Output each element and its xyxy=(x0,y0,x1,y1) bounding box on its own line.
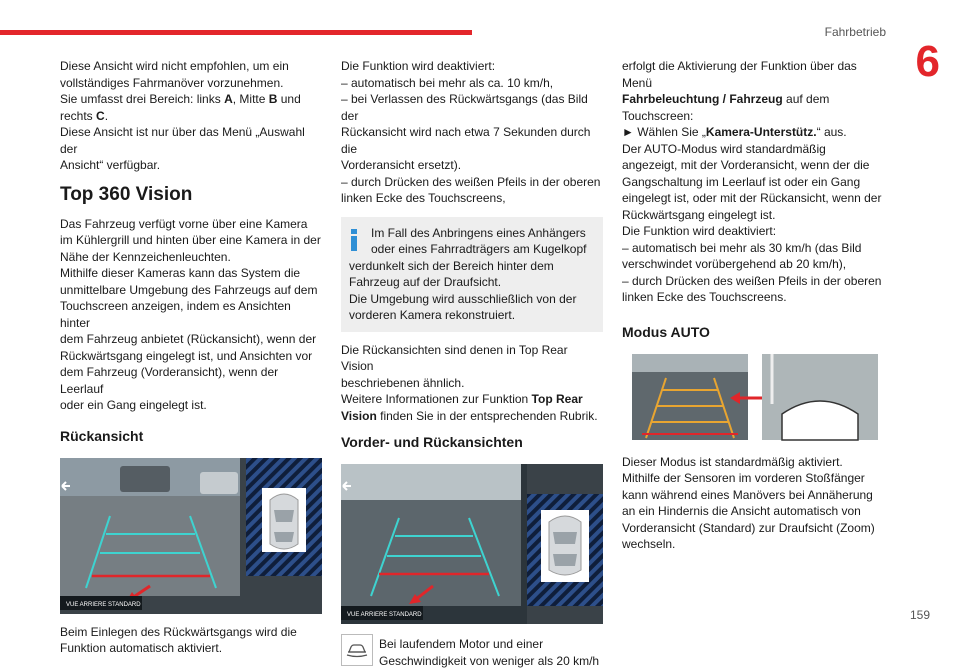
page-number: 159 xyxy=(909,608,930,622)
auto-mode-body: Dieser Modus ist standardmäßig aktiviert. Mithilfe der Sensoren im vorderen Stoßfänger kann während eines Manövers bei Annäherung an ein Hindernis die Ansicht automatisch von Vorderansicht (Standard) zur Draufsicht (Zoom) wechseln. xyxy=(622,454,875,551)
engine-running-note: Bei laufendem Motor und einer Geschwindigkeit von weniger als 20 km/h xyxy=(341,634,603,669)
column-2 xyxy=(341,58,603,669)
info-box: Im Fall des Anbringens eines Anhängers oder eines Fahrradträgers am Kugelkopf verdunkelt sich der Bereich hinter dem Fahrzeug auf der Draufsicht. Die Umgebung wird ausschließlich von der vorderen Kamera rekonstruiert. xyxy=(341,217,603,332)
chapter-number: 6 xyxy=(915,37,940,86)
section-heading-top360: Top 360 Vision xyxy=(60,183,193,205)
auto-mode-image xyxy=(632,354,878,440)
rear-camera-image xyxy=(60,458,322,614)
header-accent-bar xyxy=(0,30,472,35)
front-rear-views-heading: Vorder- und Rückansichten xyxy=(341,434,523,450)
top360-body: Das Fahrzeug verfügt vorne über eine Kamera im Kühlergrill und hinten über eine Kamera in der Nähe der Kennzeichenleuchten. Mithilfe dieser Kameras kann das System die unmittelbare Umgebung des Fahrzeugs auf dem Touchscreen anzeigen, indem es Ansichten hinter dem Fahrzeug anbietet (Rückansicht), wenn der Rückwärtsgang eingelegt ist, und Ansichten vor dem Fahrzeug (Vorderansicht), wenn der Leerlauf oder ein Gang eingelegt ist. xyxy=(60,216,321,412)
section-title: Fahrbetrieb xyxy=(824,25,886,39)
info-icon xyxy=(351,229,359,251)
intro-paragraph: Diese Ansicht wird nicht empfohlen, um ein vollständiges Fahrmanöver vorzunehmen. Sie umfasst drei Bereich: links A, Mitte B und rechts C. Diese Ansicht ist nur über das Menü „Auswahl der Ansicht“ verfügbar. xyxy=(60,59,305,172)
activation-paragraph: erfolgt die Aktivierung der Funktion über das Menü Fahrbeleuchtung / Fahrzeug auf dem Touchscreen: ► Wählen Sie „Kamera-Unterstütz.“ aus. Der AUTO-Modus wird standardmäßig angezeigt, mit der Vorderansicht, wenn der die Gangschaltung im Leerlauf ist oder ein Gang eingelegt ist, oder mit der Rückansicht, wenn der Rückwärtsgang eingelegt ist. Die Funktion wird deaktiviert: – automatisch bei mehr als 30 km/h (das Bild verschwindet vorübergehend ab 20 km/h), – durch Drücken des weißen Pfeils in der oberen linken Ecke des Touchscreens. xyxy=(622,59,882,304)
deactivation-paragraph: Die Funktion wird deaktiviert: – automatisch bei mehr als ca. 10 km/h, – bei Verlassen des Rückwärtsgangs (das Bild der Rückansicht wird nach etwa 7 Sekunden durch die Vorderansicht ersetzt). – durch Drücken des weißen Pfeils in der oberen linken Ecke des Touchscreens, xyxy=(341,59,601,205)
similar-views-paragraph: Die Rückansichten sind denen in Top Rear Vision beschriebenen ähnlich. Weitere Informationen zur Funktion Top Rear Vision finden Sie in der entsprechenden Rubrik. xyxy=(341,342,598,423)
camera-mode-label: VUE ARRIERE STANDARD xyxy=(347,612,422,618)
front-rear-camera-image xyxy=(341,464,603,624)
car-sensor-icon xyxy=(341,634,373,666)
camera-mode-label: VUE ARRIERE STANDARD xyxy=(66,601,141,608)
column-1 xyxy=(60,58,322,657)
column-3 xyxy=(622,58,884,553)
auto-mode-heading: Modus AUTO xyxy=(622,323,710,340)
rear-view-heading: Rückansicht xyxy=(60,427,144,444)
rear-view-caption: Beim Einlegen des Rückwärtsgangs wird die Funktion automatisch aktiviert. xyxy=(60,624,297,655)
